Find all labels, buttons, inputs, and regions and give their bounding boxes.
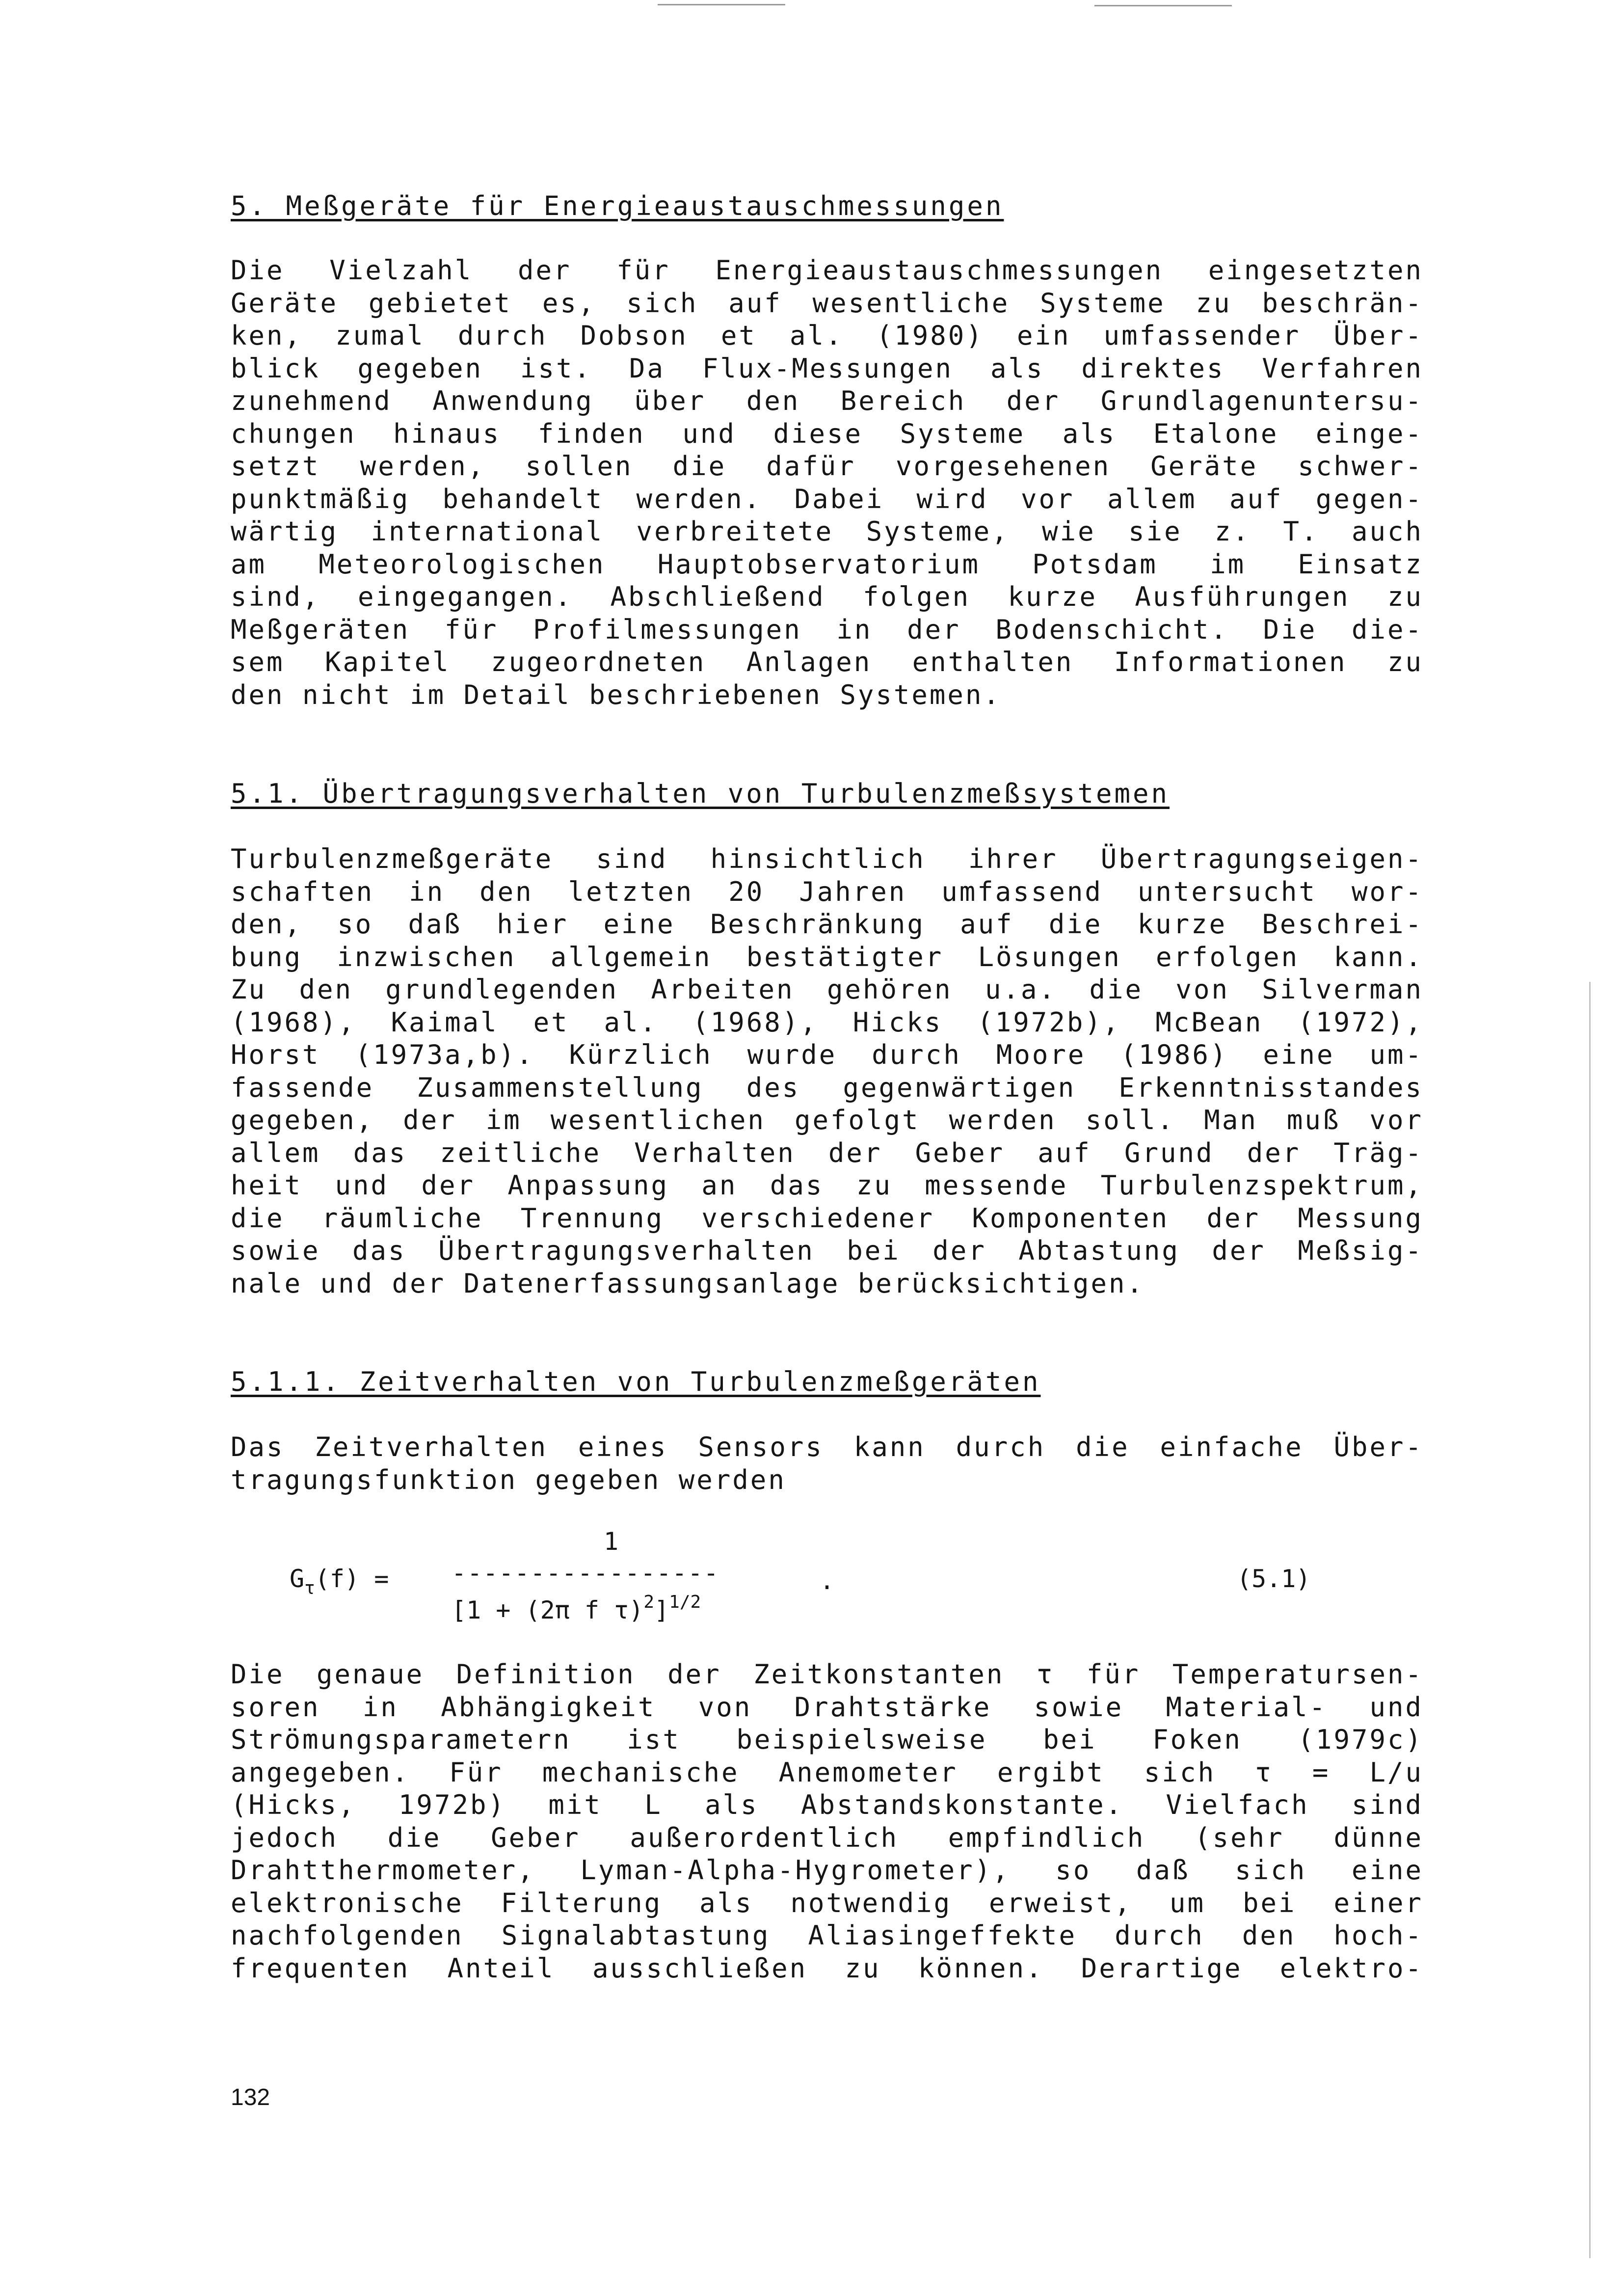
formula-5-1 xyxy=(290,1527,1399,1625)
section-heading-5-1-1: 5.1.1. Zeitverhalten von Turbulenzmeßgeräten xyxy=(231,1366,1041,1397)
text-line: angegeben. Für mechanische Anemometer ergibt sich τ = L/u xyxy=(231,1756,1423,1788)
text-line: sem Kapitel zugeordneten Anlagen enthalten Informationen zu xyxy=(231,647,1423,677)
text-line: wärtig international verbreitete Systeme, wie sie z. T. auch xyxy=(231,516,1423,547)
page-number: 132 xyxy=(231,2084,270,2110)
text-line: fassende Zusammenstellung des gegenwärtigen Erkenntnisstandes xyxy=(231,1072,1423,1103)
text-line: chungen hinaus finden und diese Systeme als Etalone einge- xyxy=(231,418,1423,449)
formula-lhs-symbol: G xyxy=(290,1565,305,1593)
text-line: zunehmend Anwendung über den Bereich der Grundlagenuntersu- xyxy=(231,385,1423,416)
text-line: Geräte gebietet es, sich auf wesentliche Systeme zu beschrän- xyxy=(231,287,1423,319)
text-line: nachfolgenden Signalabtastung Aliasingeffekte durch den hoch- xyxy=(231,1920,1423,1951)
formula-fraction-dashes: ----------------- xyxy=(452,1559,719,1587)
text-line: den nicht im Detail beschriebenen Systemen. xyxy=(231,679,1001,710)
text-line: am Meteorologischen Hauptobservatorium Potsdam im Einsatz xyxy=(231,548,1423,580)
text-line: Die genaue Definition der Zeitkonstanten τ für Temperatursen- xyxy=(231,1659,1423,1690)
section-5-1-paragraph xyxy=(231,843,1423,1300)
text-line: tragungsfunktion gegeben werden xyxy=(231,1464,786,1495)
text-line: (1968), Kaimal et al. (1968), Hicks (1972b), McBean (1972), xyxy=(231,1006,1423,1038)
text-line: heit und der Anpassung an das zu messende Turbulenzspektrum, xyxy=(231,1170,1423,1201)
text-line: allem das zeitliche Verhalten der Geber auf Grund der Träg- xyxy=(231,1137,1423,1168)
text-line: ken, zumal durch Dobson et al. (1980) ein umfassender Über- xyxy=(231,320,1423,351)
text-line: punktmäßig behandelt werden. Dabei wird vor allem auf gegen- xyxy=(231,483,1423,514)
section-heading-5-1: 5.1. Übertragungsverhalten von Turbulenzmeßsystemen xyxy=(231,778,1170,809)
scan-edge-line-top xyxy=(658,4,785,5)
text-line: elektronische Filterung als notwendig erweist, um bei einer xyxy=(231,1887,1423,1918)
text-line: Horst (1973a,b). Kürzlich wurde durch Moore (1986) eine um- xyxy=(231,1039,1423,1070)
text-line: die räumliche Trennung verschiedener Komponenten der Messung xyxy=(231,1202,1423,1234)
formula-lhs xyxy=(290,1564,389,1603)
formula-lhs-subscript: τ xyxy=(304,1578,315,1598)
scan-edge-line-top-right xyxy=(1094,5,1232,6)
formula-denominator-base: [1 + (2π f τ) xyxy=(452,1596,644,1624)
text-line: Zu den grundlegenden Arbeiten gehören u.a. die von Silverman xyxy=(231,974,1423,1005)
section-5-1-1-paragraph xyxy=(231,1658,1423,1985)
text-line: Meßgeräten für Profilmessungen in der Bodenschicht. Die die- xyxy=(231,614,1423,645)
text-line: Drahtthermometer, Lyman-Alpha-Hygrometer), so daß sich eine xyxy=(231,1855,1423,1886)
formula-numerator: 1 xyxy=(604,1527,619,1556)
text-line: Turbulenzmeßgeräte sind hinsichtlich ihrer Übertragungseigen- xyxy=(231,843,1423,874)
scan-edge-line-right xyxy=(1589,982,1591,2258)
section-5-1-1-intro xyxy=(231,1431,1423,1496)
formula-denominator-root: 1/2 xyxy=(669,1592,701,1612)
text-line: (Hicks, 1972b) mit L als Abstandskonstante. Vielfach sind xyxy=(231,1789,1423,1820)
text-line: bung inzwischen allgemein bestätigter Lösungen erfolgen kann. xyxy=(231,941,1423,972)
section-heading-5: 5. Meßgeräte für Energieaustauschmessungen xyxy=(231,190,1004,221)
text-line: soren in Abhängigkeit von Drahtstärke sowie Material- und xyxy=(231,1691,1423,1723)
equation-number: (5.1) xyxy=(1237,1565,1311,1593)
text-line: blick gegeben ist. Da Flux-Messungen als direktes Verfahren xyxy=(231,352,1423,384)
text-line: gegeben, der im wesentlichen gefolgt werden soll. Man muß vor xyxy=(231,1105,1423,1135)
formula-denominator-bracket: ] xyxy=(654,1596,669,1624)
formula-lhs-argument: (f) = xyxy=(315,1565,389,1593)
text-line: setzt werden, sollen die dafür vorgesehenen Geräte schwer- xyxy=(231,451,1423,482)
text-line: sowie das Übertragungsverhalten bei der Abtastung der Meßsig- xyxy=(231,1235,1423,1266)
formula-period: . xyxy=(820,1567,835,1595)
text-line: Das Zeitverhalten eines Sensors kann durch die einfache Über- xyxy=(231,1432,1423,1462)
text-line: den, so daß hier eine Beschränkung auf die kurze Beschrei- xyxy=(231,909,1423,940)
text-line: sind, eingegangen. Abschließend folgen kurze Ausführungen zu xyxy=(231,581,1423,612)
formula-denominator xyxy=(452,1588,701,1625)
text-line: frequenten Anteil ausschließen zu können. Derartige elektro- xyxy=(231,1952,1423,1984)
text-line: nale und der Datenerfassungsanlage berücksichtigen. xyxy=(231,1268,1145,1299)
text-line: schaften in den letzten 20 Jahren umfassend untersucht wor- xyxy=(231,876,1423,907)
formula-denominator-square: 2 xyxy=(643,1592,655,1612)
text-line: Die Vielzahl der für Energieaustauschmessungen eingesetzten xyxy=(231,255,1423,286)
text-line: Strömungsparametern ist beispielsweise bei Foken (1979c) xyxy=(231,1724,1423,1755)
section-5-paragraph xyxy=(231,254,1423,711)
text-line: jedoch die Geber außerordentlich empfindlich (sehr dünne xyxy=(231,1822,1423,1853)
